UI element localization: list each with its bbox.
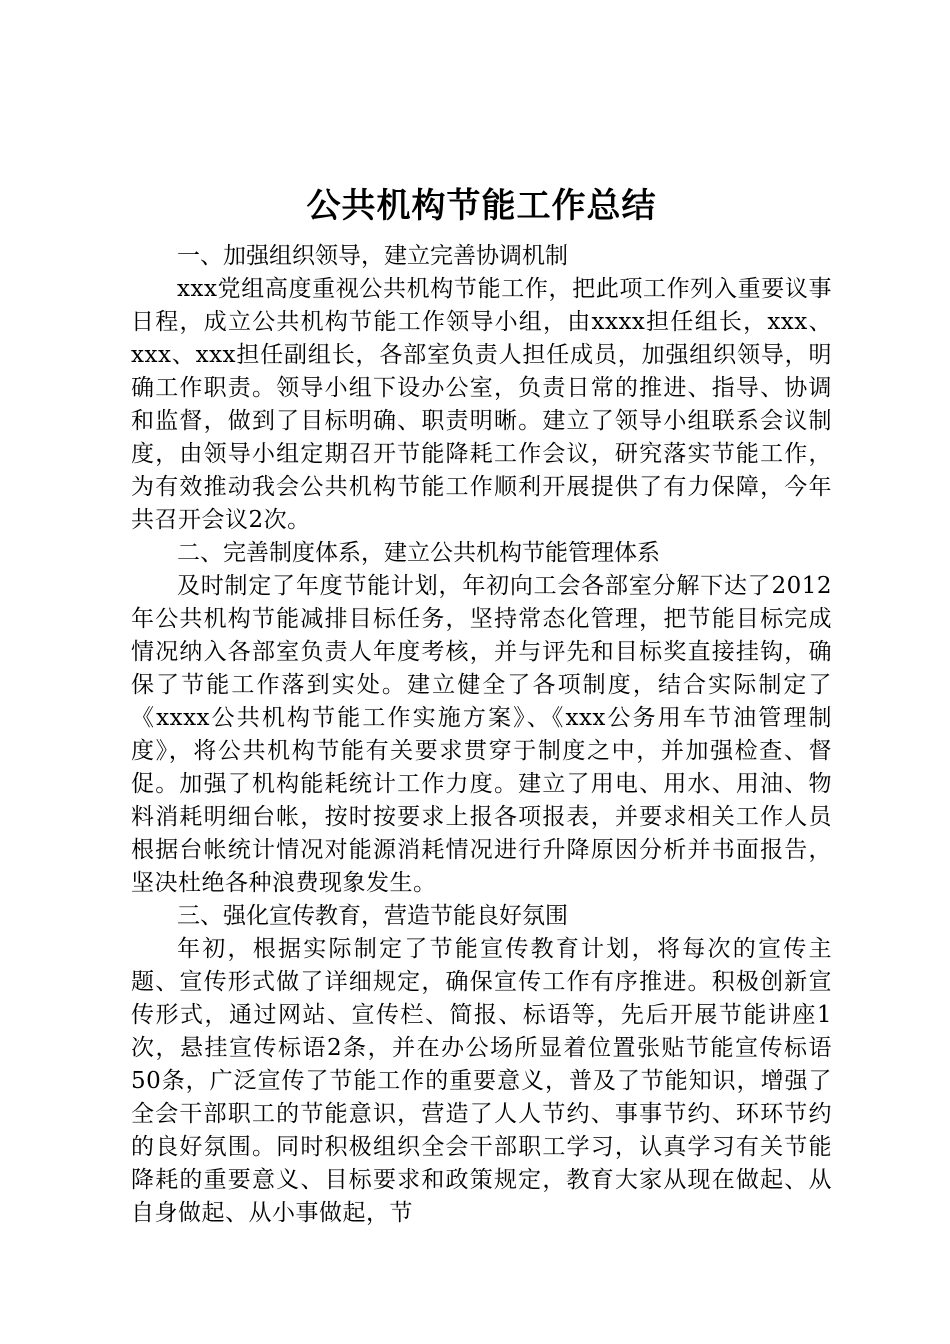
section-heading-1: 一、加强组织领导，建立完善协调机制 <box>177 243 568 269</box>
section-paragraph-2: 及时制定了年度节能计划，年初向工会各部室分解下达了2012年公共机构节能减排目标任务，坚持常态化管理，把节能目标完成情况纳入各部室负责人年度考核，并与评先和目标奖直接挂钩，确保了节能工作落到实处。建立健全了各项制度，结合实际制定了《xxxx公共机构节能工作实施方案》、《xxx公务用车节油管理制度》，将公共机构节能有关要求贯穿于制度之中，并加强检查、督促。加强了机构能耗统计工作力度。建立了用电、用水、用油、物料消耗明细台帐，按时按要求上报各项报表，并要求相关工作人员根据台帐统计情况对能源消耗情况进行升降原因分析并书面报告，坚决杜绝各种浪费现象发生。 <box>131 573 832 896</box>
document-body <box>131 178 832 1230</box>
document-title: 公共机构节能工作总结 <box>306 186 657 226</box>
section-paragraph-3: 年初，根据实际制定了节能宣传教育计划，将每次的宣传主题、宣传形式做了详细规定，确保宣传工作有序推进。积极创新宣传形式，通过网站、宣传栏、简报、标语等，先后开展节能讲座1次，悬挂宣传标语2条，并在办公场所显着位置张贴节能宣传标语50条，广泛宣传了节能工作的重要意义，普及了节能知识，增强了全会干部职工的节能意识，营造了人人节约、事事节约、环环节约的良好氛围。同时积极组织全会干部职工学习，认真学习有关节能降耗的重要意义、目标要求和政策规定，教育大家从现在做起、从自身做起、从小事做起，节 <box>131 936 832 1226</box>
section-heading-3: 三、强化宣传教育，营造节能良好氛围 <box>177 903 568 929</box>
section-paragraph-1: xxx党组高度重视公共机构节能工作，把此项工作列入重要议事日程，成立公共机构节能工作领导小组，由xxxx担任组长，xxx、xxx、xxx担任副组长，各部室负责人担任成员，加强组织领导，明确工作职责。领导小组下设办公室，负责日常的推进、指导、协调和监督，做到了目标明确、职责明晰。建立了领导小组联系会议制度，由领导小组定期召开节能降耗工作会议，研究落实节能工作，为有效推动我会公共机构节能工作顺利开展提供了有力保障，今年共召开会议2次。 <box>131 276 832 533</box>
section-heading-2: 二、完善制度体系，建立公共机构节能管理体系 <box>177 540 660 566</box>
